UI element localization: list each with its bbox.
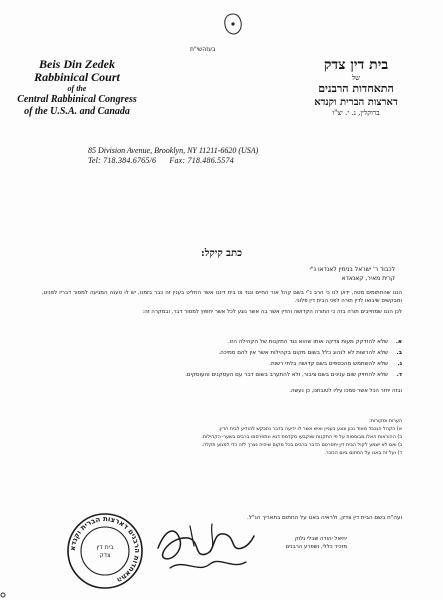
phone-number: Tel: 718.384.6765/6 (88, 156, 157, 165)
note-line: ד) ועל זה באנו על החתום ביום הנזכר. (324, 451, 402, 456)
note-line: א) הקהל הנכבד מאוד נכון ונוגע בעניין ואיש אשר לו ידיעה בדבר נתבקש להודיע לבית הדין. (218, 427, 402, 432)
ruling-item-text: שלא להזדקק מעות צדקה אותו שהוא נגד התקנות של הקהילה הזו. (227, 339, 388, 345)
phone-fax-line (88, 156, 388, 166)
letterhead-en-line4: Central Rabbinical Congress (17, 94, 137, 105)
note-line: ב) ההוראות האלו מבוססות על פי התקנות שנקבעו מקדמת דנא ונתפרסמו ברבים בשערי הקהילות. (201, 435, 402, 440)
letterhead-hebrew (281, 56, 431, 118)
top-seal-mark (222, 12, 244, 36)
signoff-line: ועה"ח בשם הבית דין צדק, ולראיה באנו על החתום בתאריך הנ"ל. (247, 515, 402, 521)
handwritten-signature (150, 518, 260, 584)
ruling-item-mark: ב. (396, 350, 402, 356)
letterhead-he-line3: התאחדות הרבנים (318, 82, 394, 95)
ruling-items-list (42, 337, 402, 381)
signer-title: מזכיר כללי, ושפרע הרבנים (285, 544, 347, 550)
svg-text:התאחדות הרבנים דארצות הברית וק: התאחדות הרבנים דארצות הברית וקנדא (68, 514, 142, 585)
ruling-item (42, 359, 402, 370)
letterhead-en-line1: Beis Din Zedek (39, 57, 115, 71)
addressee-name: לכבוד ר' ישראל בנימין לאנדאו נ"י (309, 266, 395, 273)
ruling-item (42, 337, 402, 348)
svg-text:בית דין: בית דין (96, 544, 114, 551)
letterhead-he-line2: של (351, 74, 361, 82)
letterhead-en-line3: of the (67, 84, 87, 93)
margin-mark (0, 592, 6, 598)
letterhead-en-line5: of the U.S.A. and Canada (24, 106, 130, 117)
svg-text:צדק: צדק (99, 552, 111, 559)
court-stamp (66, 512, 144, 590)
ruling-item-text: שלא להשתמש מהכספים בשם קדושה בלתי רשות. (269, 361, 388, 367)
letterhead-english (2, 58, 152, 118)
header-tag: בעזהשי"ת (190, 46, 216, 53)
ruling-item-text: שלא להרשות לא לנהוג כלל בשום מקום בקהילות אשר אין להם סמיכה. (218, 350, 388, 356)
ruling-item (42, 348, 402, 359)
note-line: ג) ואם לא ישמע לקול הבית דין יתפרסם הדבר ברבים בכל מקום שיהיה נצרך לזה כדי למנוע תקלה. (201, 443, 402, 448)
addressee-location: קרית מאיר, קאנאדא (341, 275, 395, 282)
letterhead-address (88, 146, 388, 166)
notes-heading: הערות ומקורות: (369, 419, 402, 424)
ruling-item (42, 370, 402, 381)
signer-name: יחיאל יהודה שבלי גלוק (294, 536, 347, 542)
addressee-block (310, 265, 395, 283)
ruling-item-mark: ג. (397, 361, 402, 367)
address-line: 85 Division Avenue, Brooklyn, NY 11211-6620 (USA) (88, 146, 259, 155)
letterhead-he-line4: דארצות הברית וקנדא (314, 97, 398, 108)
ruling-item-text: שלא להחזיק שום ענינים בשם ציבור, ולא להתערב בשום דבר עם העסקנים והעוסקים. (185, 372, 388, 378)
intro-paragraph-1: הננו שהחתומים מטה, ידוע לנו כי הרב נ"י בשם קהל אור החיים ונגד צו בית דיננו אשר החליט בענין זה כבר בזמנו, יש לו טענה המגיעה למסור דבריו לפנינו, ומבקשים שיבואו לדין תורה לפני הבית דין פלוני. (42, 290, 402, 304)
ruling-item-mark: ד. (396, 372, 402, 378)
intro-paragraphs (42, 289, 402, 319)
intro-paragraph-2: לכן הננו שמחייבים תורה בזה כי התורה הקדושה והדין אשר בה אשר נוגע לכל אשר יחפוץ למסור דבר, ובמקרה זה: (142, 309, 402, 315)
document-title: כתב קיקל: (201, 248, 242, 259)
closing-statement: ובזה יחזר הכל אשר סמכו עליו לטובתנו, כן נעשה. (289, 388, 402, 394)
letterhead-en-line2: Rabbinical Court (34, 70, 120, 84)
signer-block (286, 535, 347, 551)
ruling-item-mark: א. (395, 339, 402, 345)
letterhead-he-line1: בית דין צדק (323, 57, 389, 73)
notes-section (42, 418, 402, 458)
letterhead-he-line5: ברוקלין, נ. י. יצ"ו (332, 109, 380, 117)
fax-number: Fax: 718.486.5574 (169, 156, 234, 165)
